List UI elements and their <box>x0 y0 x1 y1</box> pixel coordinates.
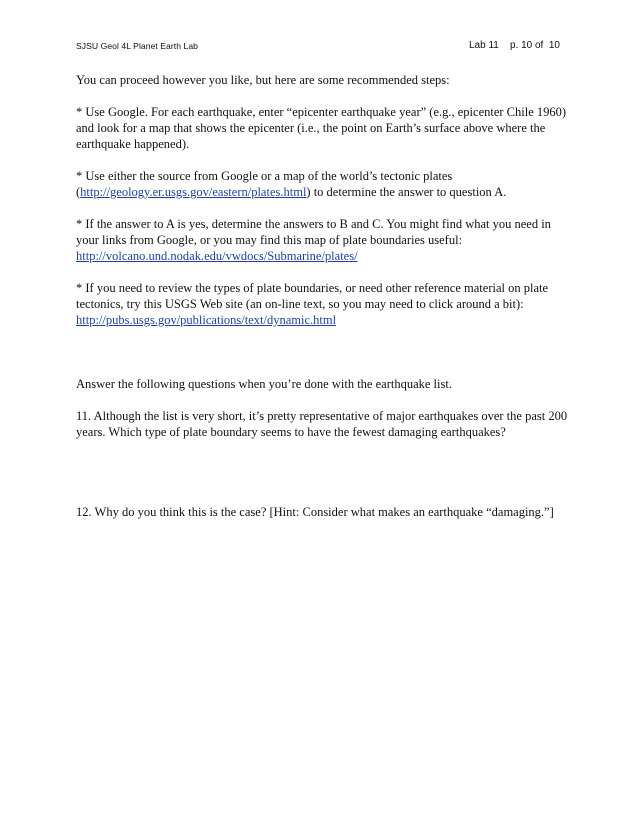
page-header <box>76 40 560 54</box>
course-title: SJSU Geol 4L Planet Earth Lab <box>76 41 198 51</box>
intro-paragraph: You can proceed however you like, but here are some recommended steps: <box>76 73 450 87</box>
step-tectonic-plates-text-end: ) to determine the answer to question A. <box>306 185 507 199</box>
page-number: Lab 11 p. 10 of 10 <box>469 40 560 51</box>
plates-map-link[interactable]: http://geology.er.usgs.gov/eastern/plates.html <box>80 185 307 199</box>
question-11: 11. Although the list is very short, it’s pretty representative of major earthquakes over the past 200 years. Which type of plate boundary seems to have the fewest damaging earthquakes? <box>76 409 568 439</box>
step-usgs-reference-text: * If you need to review the types of plate boundaries, or need other reference material on plate tectonics, try this USGS Web site (an on-line text, so you may need to click around a bit): <box>76 281 549 311</box>
step-tectonic-plates-text: * Use either the source from Google or a map of the world’s tectonic plates ( <box>76 169 453 199</box>
answer-intro: Answer the following questions when you’re done with the earthquake list. <box>76 377 452 391</box>
step-usgs-reference <box>76 280 576 328</box>
plate-boundaries-link[interactable]: http://volcano.und.nodak.edu/vwdocs/Submarine/plates/ <box>76 249 358 263</box>
question-12: 12. Why do you think this is the case? [Hint: Consider what makes an earthquake “damaging.”] <box>76 505 554 519</box>
step-plate-boundaries-text: * If the answer to A is yes, determine the answers to B and C. You might find what you need in your links from Google, or you may find this map of plate boundaries useful: <box>76 217 551 247</box>
step-tectonic-plates <box>76 168 576 200</box>
step-plate-boundaries <box>76 216 576 264</box>
document-body <box>76 72 576 536</box>
usgs-dynamic-link[interactable]: http://pubs.usgs.gov/publications/text/dynamic.html <box>76 313 337 327</box>
step-google-epicenter: * Use Google. For each earthquake, enter “epicenter earthquake year” (e.g., epicenter Chile 1960) and look for a map that shows the epicenter (i.e., the point on Earth’s surface above where the earthquake happened). <box>76 105 567 151</box>
